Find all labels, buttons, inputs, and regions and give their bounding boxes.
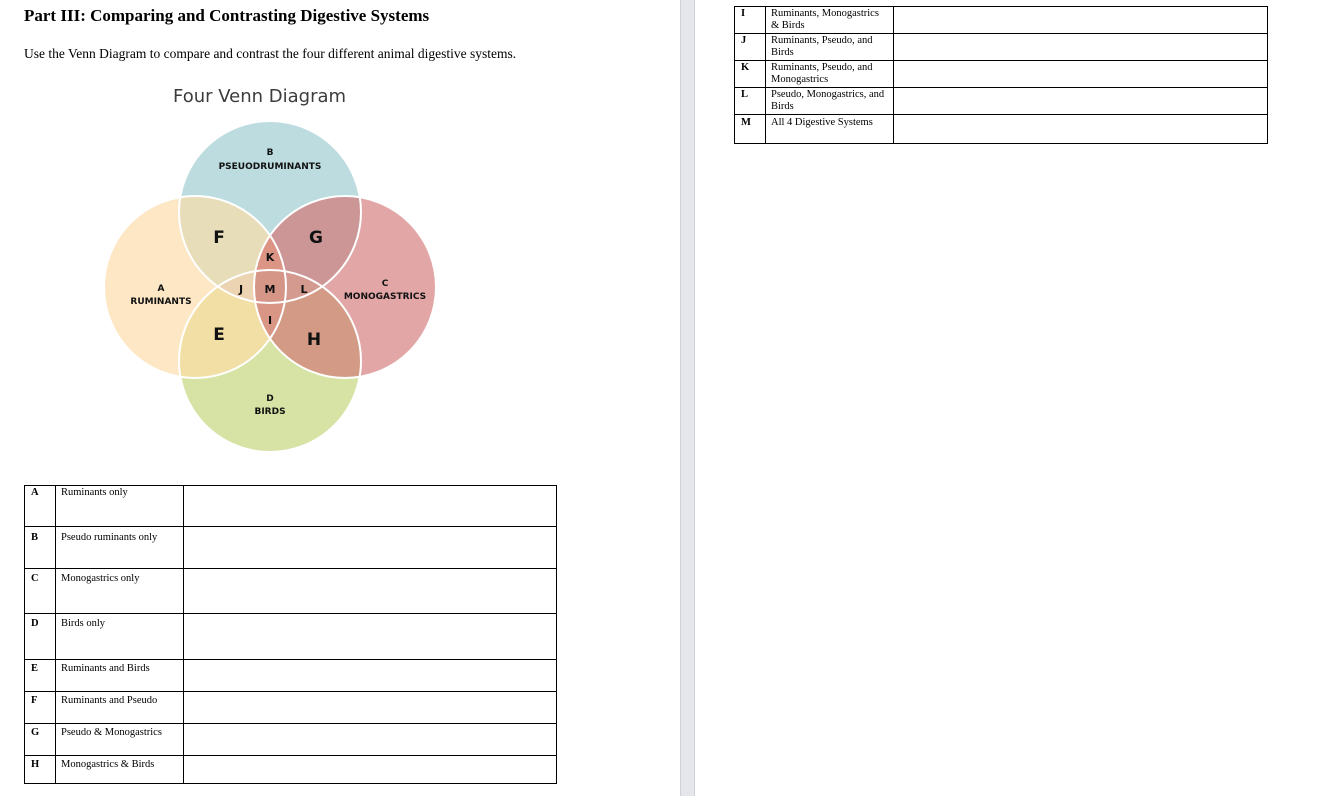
table-row [735,61,1268,88]
table-row [735,7,1268,34]
set-a-label: RUMINANTS [130,297,192,307]
row-description: Pseudo & Monogastrics [56,724,184,756]
set-c-letter: C [381,279,389,289]
row-answer-cell[interactable] [894,88,1268,115]
instructions-text: Use the Venn Diagram to compare and contrast the four different animal digestive systems. [24,46,517,61]
row-answer-cell[interactable] [894,34,1268,61]
row-description: Monogastrics & Birds [56,756,184,784]
row-letter: F [25,692,56,724]
row-description: Ruminants and Birds [56,660,184,692]
table-row [735,88,1268,115]
row-letter: B [25,527,56,569]
row-letter: A [25,486,56,527]
row-letter: K [735,61,766,88]
row-description: All 4 Digestive Systems [766,115,894,144]
set-c-label: MONOGASTRICS [343,292,427,302]
row-description: Ruminants, Pseudo, and Monogastrics [766,61,894,88]
table-row [25,756,557,784]
set-b-label: PSEUODRUMINANTS [218,162,322,172]
table-row [25,724,557,756]
region-l-label: L [300,283,308,296]
row-letter: H [25,756,56,784]
row-letter: C [25,569,56,614]
row-answer-cell[interactable] [894,61,1268,88]
row-description: Pseudo ruminants only [56,527,184,569]
table-row [25,527,557,569]
set-d-label: BIRDS [254,407,286,417]
row-letter: G [25,724,56,756]
page-title: Part III: Comparing and Contrasting Digestive Systems [24,6,430,25]
row-letter: I [735,7,766,34]
row-answer-cell[interactable] [184,756,557,784]
row-answer-cell[interactable] [184,724,557,756]
table-row [25,486,557,527]
row-description: Ruminants and Pseudo [56,692,184,724]
table-row [735,34,1268,61]
table-row [25,660,557,692]
row-description: Ruminants, Monogastrics & Birds [766,7,894,34]
row-description: Ruminants, Pseudo, and Birds [766,34,894,61]
row-letter: M [735,115,766,144]
row-letter: E [25,660,56,692]
region-h-label: H [306,330,322,350]
region-i-label: I [267,314,273,327]
row-letter: J [735,34,766,61]
regions-table-i-m [734,6,1268,144]
row-answer-cell[interactable] [184,527,557,569]
regions-table-a-h [24,485,557,784]
row-description: Ruminants only [56,486,184,527]
row-answer-cell[interactable] [184,660,557,692]
row-answer-cell[interactable] [894,7,1268,34]
row-description: Monogastrics only [56,569,184,614]
document-page-right [695,0,1337,796]
row-description: Birds only [56,614,184,660]
set-b-letter: B [266,148,274,158]
row-letter: D [25,614,56,660]
row-answer-cell[interactable] [184,692,557,724]
table-row [25,692,557,724]
table-row [25,569,557,614]
set-a-letter: A [157,284,165,294]
region-e-label: E [213,325,225,345]
region-g-label: G [309,228,323,248]
region-f-label: F [213,228,225,248]
region-j-label: J [238,283,244,296]
row-answer-cell[interactable] [184,486,557,527]
region-m-label: M [264,283,276,296]
region-k-label: K [265,251,275,264]
row-description: Pseudo, Monogastrics, and Birds [766,88,894,115]
venn-diagram [95,115,445,460]
venn-diagram-title: Four Venn Diagram [173,86,347,107]
row-letter: L [735,88,766,115]
table-row [25,614,557,660]
row-answer-cell[interactable] [894,115,1268,144]
row-answer-cell[interactable] [184,569,557,614]
page-gutter [680,0,695,796]
row-answer-cell[interactable] [184,614,557,660]
table-row [735,115,1268,144]
set-d-letter: D [266,394,274,404]
